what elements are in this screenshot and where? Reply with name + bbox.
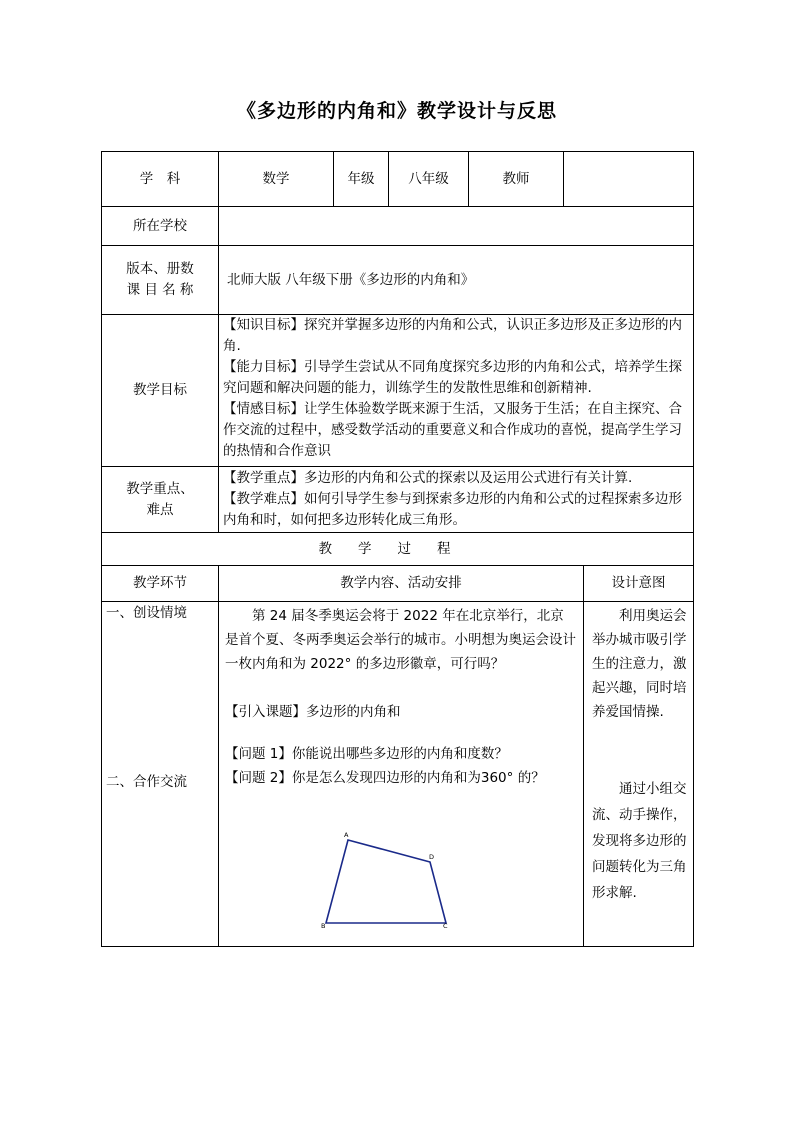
key-points-label-line-1: 教学重点、 xyxy=(126,480,194,497)
goals-label: 教学目标 xyxy=(102,315,219,467)
key-points-label-line-2: 难点 xyxy=(146,501,174,518)
stage-cell xyxy=(102,602,219,947)
school-label: 所在学校 xyxy=(102,207,219,246)
key-points-label xyxy=(102,467,219,533)
knowledge-goal: 【知识目标】探究并掌握多边形的内角和公式，认识正多边形及正多边形的内角. xyxy=(223,317,682,354)
school-row xyxy=(102,207,694,246)
scenario-text: 第 24 届冬季奥运会将于 2022 年在北京举行，北京是首个夏、冬两季奥运会举行的城市。小明想为奥运会设计一枚内角和为 2022° 的多边形徽章，可行吗？ xyxy=(225,608,576,672)
lesson-plan-table xyxy=(101,151,694,947)
content-cell xyxy=(219,602,584,947)
vertex-label-b: B xyxy=(321,922,326,928)
key-points-row xyxy=(102,467,694,533)
school-value xyxy=(219,207,694,246)
grade-label: 年级 xyxy=(334,152,389,207)
edition-label-line-1: 版本、册数 xyxy=(126,261,194,277)
teacher-label: 教师 xyxy=(469,152,564,207)
process-body-row xyxy=(102,602,694,947)
quadrilateral-figure xyxy=(321,828,461,928)
quadrilateral-shape xyxy=(326,840,446,923)
emotion-goal: 【情感目标】让学生体验数学既来源于生活，又服务于生活；在自主探究、合作交流的过程中，感受数学活动的重要意义和合作成功的喜悦，提高学生学习的热情和合作意识 xyxy=(223,401,682,459)
question-1: 【问题 1】你能说出哪些多边形的内角和度数？ xyxy=(225,746,508,762)
edition-row xyxy=(102,246,694,315)
ability-goal: 【能力目标】引导学生尝试从不同角度探究多边形的内角和公式，培养学生探究问题和解决问题的能力，训练学生的发散性思维和创新精神. xyxy=(223,359,682,396)
edition-label-line-2: 课 目 名 称 xyxy=(126,282,194,298)
stage-scenario: 一、创设情境 xyxy=(106,605,187,621)
vertex-label-c: C xyxy=(443,922,448,928)
teaching-focus: 【教学重点】多边形的内角和公式的探索以及运用公式进行有关计算. xyxy=(223,470,633,486)
edition-value: 北师大版 八年级下册《多边形的内角和》 xyxy=(219,246,694,315)
goals-row xyxy=(102,315,694,467)
process-header-row xyxy=(102,566,694,602)
intro-topic: 【引入课题】多边形的内角和 xyxy=(225,704,401,720)
teacher-value xyxy=(564,152,694,207)
document-title: 《多边形的内角和》教学设计与反思 xyxy=(236,100,557,122)
subject-value: 数学 xyxy=(219,152,334,207)
subject-label: 学 科 xyxy=(102,152,219,207)
vertex-label-d: D xyxy=(429,853,435,861)
edition-label xyxy=(102,246,219,315)
intent-column-header: 设计意图 xyxy=(584,566,694,602)
goals-content xyxy=(219,315,694,467)
grade-value: 八年级 xyxy=(389,152,469,207)
key-points-content xyxy=(219,467,694,533)
stage-column-header: 教学环节 xyxy=(102,566,219,602)
intent-scenario: 利用奥运会举办城市吸引学生的注意力，激起兴趣，同时培养爱国情操. xyxy=(592,608,687,720)
intent-cooperation: 通过小组交流、动手操作，发现将多边形的问题转化为三角形求解. xyxy=(592,781,687,901)
info-row xyxy=(102,152,694,207)
vertex-label-a: A xyxy=(344,831,349,839)
process-heading-row xyxy=(102,533,694,566)
process-heading: 教学过程 xyxy=(102,533,694,566)
content-column-header: 教学内容、活动安排 xyxy=(219,566,584,602)
teaching-difficulty: 【教学难点】如何引导学生参与到探索多边形的内角和公式的过程探索多边形内角和时，如何把多边形转化成三角形。 xyxy=(223,491,682,528)
intent-cell xyxy=(584,602,694,947)
stage-cooperation: 二、合作交流 xyxy=(106,774,187,790)
question-2: 【问题 2】你是怎么发现四边形的内角和为360° 的？ xyxy=(225,770,545,786)
